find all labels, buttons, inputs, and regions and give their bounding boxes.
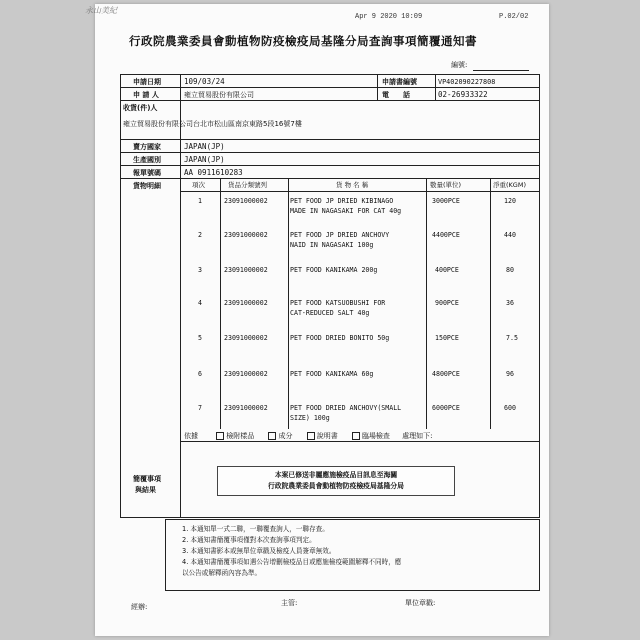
supervisor-label: 主管: (281, 599, 298, 607)
handwritten-note: 永山美紀 (85, 6, 117, 15)
number-value: VP402090227808 (438, 78, 496, 86)
fax-timestamp: Apr 9 2020 10:09 (355, 13, 423, 21)
phone-value: 02-26933322 (438, 90, 488, 99)
customs-value: AA 0911610283 (184, 168, 243, 177)
note-4-cont: 以公告或解釋函內容為準。 (182, 569, 262, 577)
applicant-value: 雍立貿易股份有限公司 (184, 91, 254, 99)
recipient-value: 雍立貿易股份有限公司台北市松山區南京東路5段16號7樓 (123, 120, 302, 128)
number-label: 申請書編號 (382, 78, 417, 86)
seller-label: 賣方國家 (133, 143, 161, 151)
fax-page: P.02/02 (499, 13, 529, 21)
page-title: 行政院農業委員會動植物防疫檢疫局基隆分局查詢事項簡覆通知書 (129, 34, 477, 48)
serial-label: 編號: (451, 61, 468, 69)
checkbox-ingredients[interactable] (268, 432, 276, 440)
note-3: 3. 本通知書影本或無單位章戳及檢疫人員簽章無效。 (182, 547, 336, 555)
origin-label: 生產國別 (133, 156, 161, 164)
basis-label: 依據 (184, 432, 198, 440)
col-weight-header: 淨重(KGM) (493, 181, 526, 189)
applicant-label: 申 請 人 (133, 91, 159, 99)
notes-box (165, 519, 540, 591)
seal-label: 單位章戳: (405, 599, 436, 607)
document-page (85, 4, 549, 636)
col-qty-header: 數量(單位) (430, 181, 462, 189)
result-label-2: 與結果 (135, 486, 156, 494)
checkbox-manual[interactable] (307, 432, 315, 440)
col-no-header: 項次 (192, 181, 205, 189)
serial-underline (473, 70, 529, 71)
phone-label: 電 話 (382, 91, 410, 99)
seller-value: JAPAN(JP) (184, 142, 225, 151)
note-4: 4. 本通知書簡覆事項如遇公告增刪檢疫品目或應施檢疫範圍解釋不同時，應 (182, 558, 402, 566)
goods-table: 項次 貨品分類號列 貨 物 名 稱 數量(單位) 淨重(KGM) 1 23091000002 PET FOOD JP DRIED KIBINAGO MADE IN NAGASAKI FOR CAT 40g 3000PCE 120 2 23091000002 PET FOOD JP DRIED ANCHOVY NAID IN NAGASAKI 100g 4400PCE 440 3 23091000002 PET FOOD KANIKAMA 200g 400PCE 80 4 23091000002 PET FOOD KATSUOBUSHI FOR CAT-REDUCED SALT 40g 900PCE 36 5 23091000002 PET FOOD DRIED BONITO 50g 150PCE 7.5 6 23091000002 PET FOOD KANIKAMA 60g 4800PCE 96 7 23091000002 PET FOOD DRIED ANCHOVY(SMALL SIZE) 100g 6000PCE 600 (180, 179, 538, 429)
result-label-1: 簡覆事項 (133, 475, 161, 483)
note-2: 2. 本通知書簡覆事項僅對本次查詢事項判定。 (182, 536, 316, 544)
goods-section-label: 貨物明細 (133, 182, 161, 190)
basis-row: 依據 檢附樣品 成分 說明書 臨場檢查 處理如下: (184, 432, 433, 440)
col-code-header: 貨品分類號列 (228, 181, 267, 189)
col-name-header: 貨 物 名 稱 (336, 181, 369, 189)
date-label: 申請日期 (133, 78, 161, 86)
date-value: 109/03/24 (184, 77, 225, 86)
recipient-label: 收貨(件)人 (123, 104, 158, 112)
checkbox-sample[interactable] (216, 432, 224, 440)
customs-label: 報單號碼 (133, 169, 161, 177)
note-1: 1. 本通知單一式二聯，一聯覆查詢人，一聯存查。 (182, 525, 329, 533)
origin-value: JAPAN(JP) (184, 155, 225, 164)
checkbox-inspection[interactable] (352, 432, 360, 440)
official-stamp: 本案已修送非屬應施檢疫品目訊息至海關 行政院農業委員會動植物防疫檢疫局基隆分局 (217, 466, 455, 496)
handler-label: 經辦: (131, 603, 148, 611)
